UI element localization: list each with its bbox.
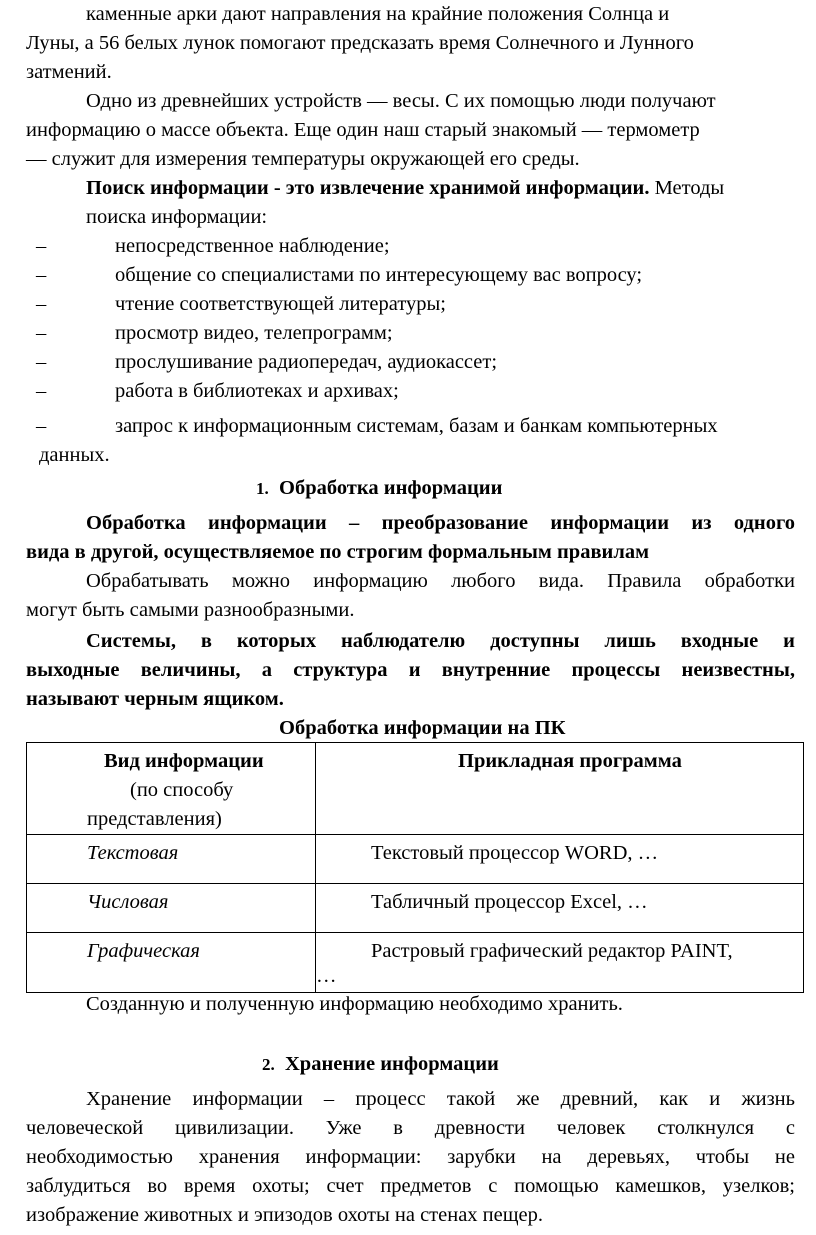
table-cell-program: [316, 884, 804, 933]
col1-header-sub1: (по способу: [130, 779, 234, 801]
intro-line-1: каменные арки дают направления на крайние положения Солнца и: [86, 3, 670, 25]
devices-line-1: Одно из древнейших устройств — весы. С их помощью люди получают: [86, 90, 716, 112]
list-item: чтение соответствующей литературы;: [115, 293, 447, 315]
devices-line-2: информацию о массе объекта. Еще один наш старый знакомый — термометр: [26, 119, 700, 141]
row-program: Растровый графический редактор PAINT,: [371, 940, 733, 962]
col1-header: Вид информации: [104, 750, 264, 772]
table-cell-program: [316, 933, 804, 993]
table-row: [27, 884, 804, 933]
col2-header: Прикладная программа: [458, 750, 682, 772]
row-type: Графическая: [87, 940, 200, 962]
list-bullet: –: [36, 351, 47, 373]
table-cell-program: [316, 835, 804, 884]
section-1-heading: [256, 474, 502, 503]
table-header-row: [27, 743, 804, 835]
list-bullet: –: [36, 235, 47, 257]
row-program: Текстовый процессор WORD, …: [371, 842, 659, 864]
col1-header-sub2: представления): [87, 808, 222, 830]
processing-definition-line-2: вида в другой, осуществляемое по строгим формальным правилам: [26, 541, 650, 563]
processing-definition-line-1: Обработка информации – преобразование информации из одного: [86, 512, 795, 534]
row-type: Текстовая: [87, 842, 179, 864]
search-definition-bold: Поиск информации - это извлечение хранимой информации.: [86, 177, 650, 199]
table-cell-type: [27, 835, 316, 884]
table-after-text: Созданную и полученную информацию необходимо хранить.: [86, 993, 623, 1015]
list-item: просмотр видео, телепрограмм;: [115, 322, 393, 344]
list-bullet: –: [36, 293, 47, 315]
intro-line-2: Луны, а 56 белых лунок помогают предсказать время Солнечного и Лунного: [26, 32, 694, 54]
list-bullet: –: [36, 415, 47, 437]
search-methods-intro: поиска информации:: [86, 206, 268, 228]
storage-line-2: человеческой цивилизации. Уже в древности человек столкнулся с: [26, 1117, 795, 1139]
table-row: [27, 933, 804, 993]
storage-line-3: необходимостью хранения информации: зарубки на деревьях, чтобы не: [26, 1146, 795, 1168]
processing-table: [26, 742, 804, 993]
list-item: прослушивание радиопередач, аудиокассет;: [115, 351, 498, 373]
list-item: общение со специалистами по интересующему вас вопросу;: [115, 264, 643, 286]
section-1-title: Обработка информации: [279, 477, 503, 499]
row-type: Числовая: [87, 891, 169, 913]
search-definition: [86, 174, 724, 203]
storage-line-4: заблудиться во время охоты; счет предметов с помощью камешков, узелков;: [26, 1175, 795, 1197]
blackbox-line-3: называют черным ящиком.: [26, 688, 284, 710]
processing-text-line-2: могут быть самыми разнообразными.: [26, 599, 355, 621]
list-item: работа в библиотеках и архивах;: [115, 380, 399, 402]
search-definition-rest: Методы: [649, 177, 725, 199]
table-row: [27, 835, 804, 884]
list-bullet: –: [36, 322, 47, 344]
blackbox-line-2: выходные величины, а структура и внутренние процессы неизвестны,: [26, 659, 795, 681]
devices-line-3: — служит для измерения температуры окружающей его среды.: [26, 148, 580, 170]
table-header-cell-program: [316, 743, 804, 835]
intro-line-3: затмений.: [26, 61, 112, 83]
table-title: Обработка информации на ПК: [279, 717, 566, 739]
list-item: непосредственное наблюдение;: [115, 235, 390, 257]
blackbox-line-1: Системы, в которых наблюдателю доступны лишь входные и: [86, 630, 795, 652]
storage-line-1: Хранение информации – процесс такой же древний, как и жизнь: [86, 1088, 795, 1110]
table-cell-type: [27, 933, 316, 993]
list-item: запрос к информационным системам, базам и банкам компьютерных: [115, 415, 718, 437]
row-program: Табличный процессор Excel, …: [371, 891, 648, 913]
list-bullet: –: [36, 264, 47, 286]
section-2-heading: [262, 1050, 499, 1079]
section-2-title: Хранение информации: [285, 1053, 499, 1075]
row-program-continuation: …: [316, 965, 337, 987]
processing-text-line-1: Обрабатывать можно информацию любого вида. Правила обработки: [86, 570, 795, 592]
storage-line-5: изображение животных и эпизодов охоты на стенах пещер.: [26, 1204, 543, 1226]
section-1-number: 1.: [256, 479, 269, 498]
list-item-continuation: данных.: [39, 444, 110, 466]
list-bullet: –: [36, 380, 47, 402]
table-cell-type: [27, 884, 316, 933]
table-header-cell-type: [27, 743, 316, 835]
section-2-number: 2.: [262, 1055, 275, 1074]
